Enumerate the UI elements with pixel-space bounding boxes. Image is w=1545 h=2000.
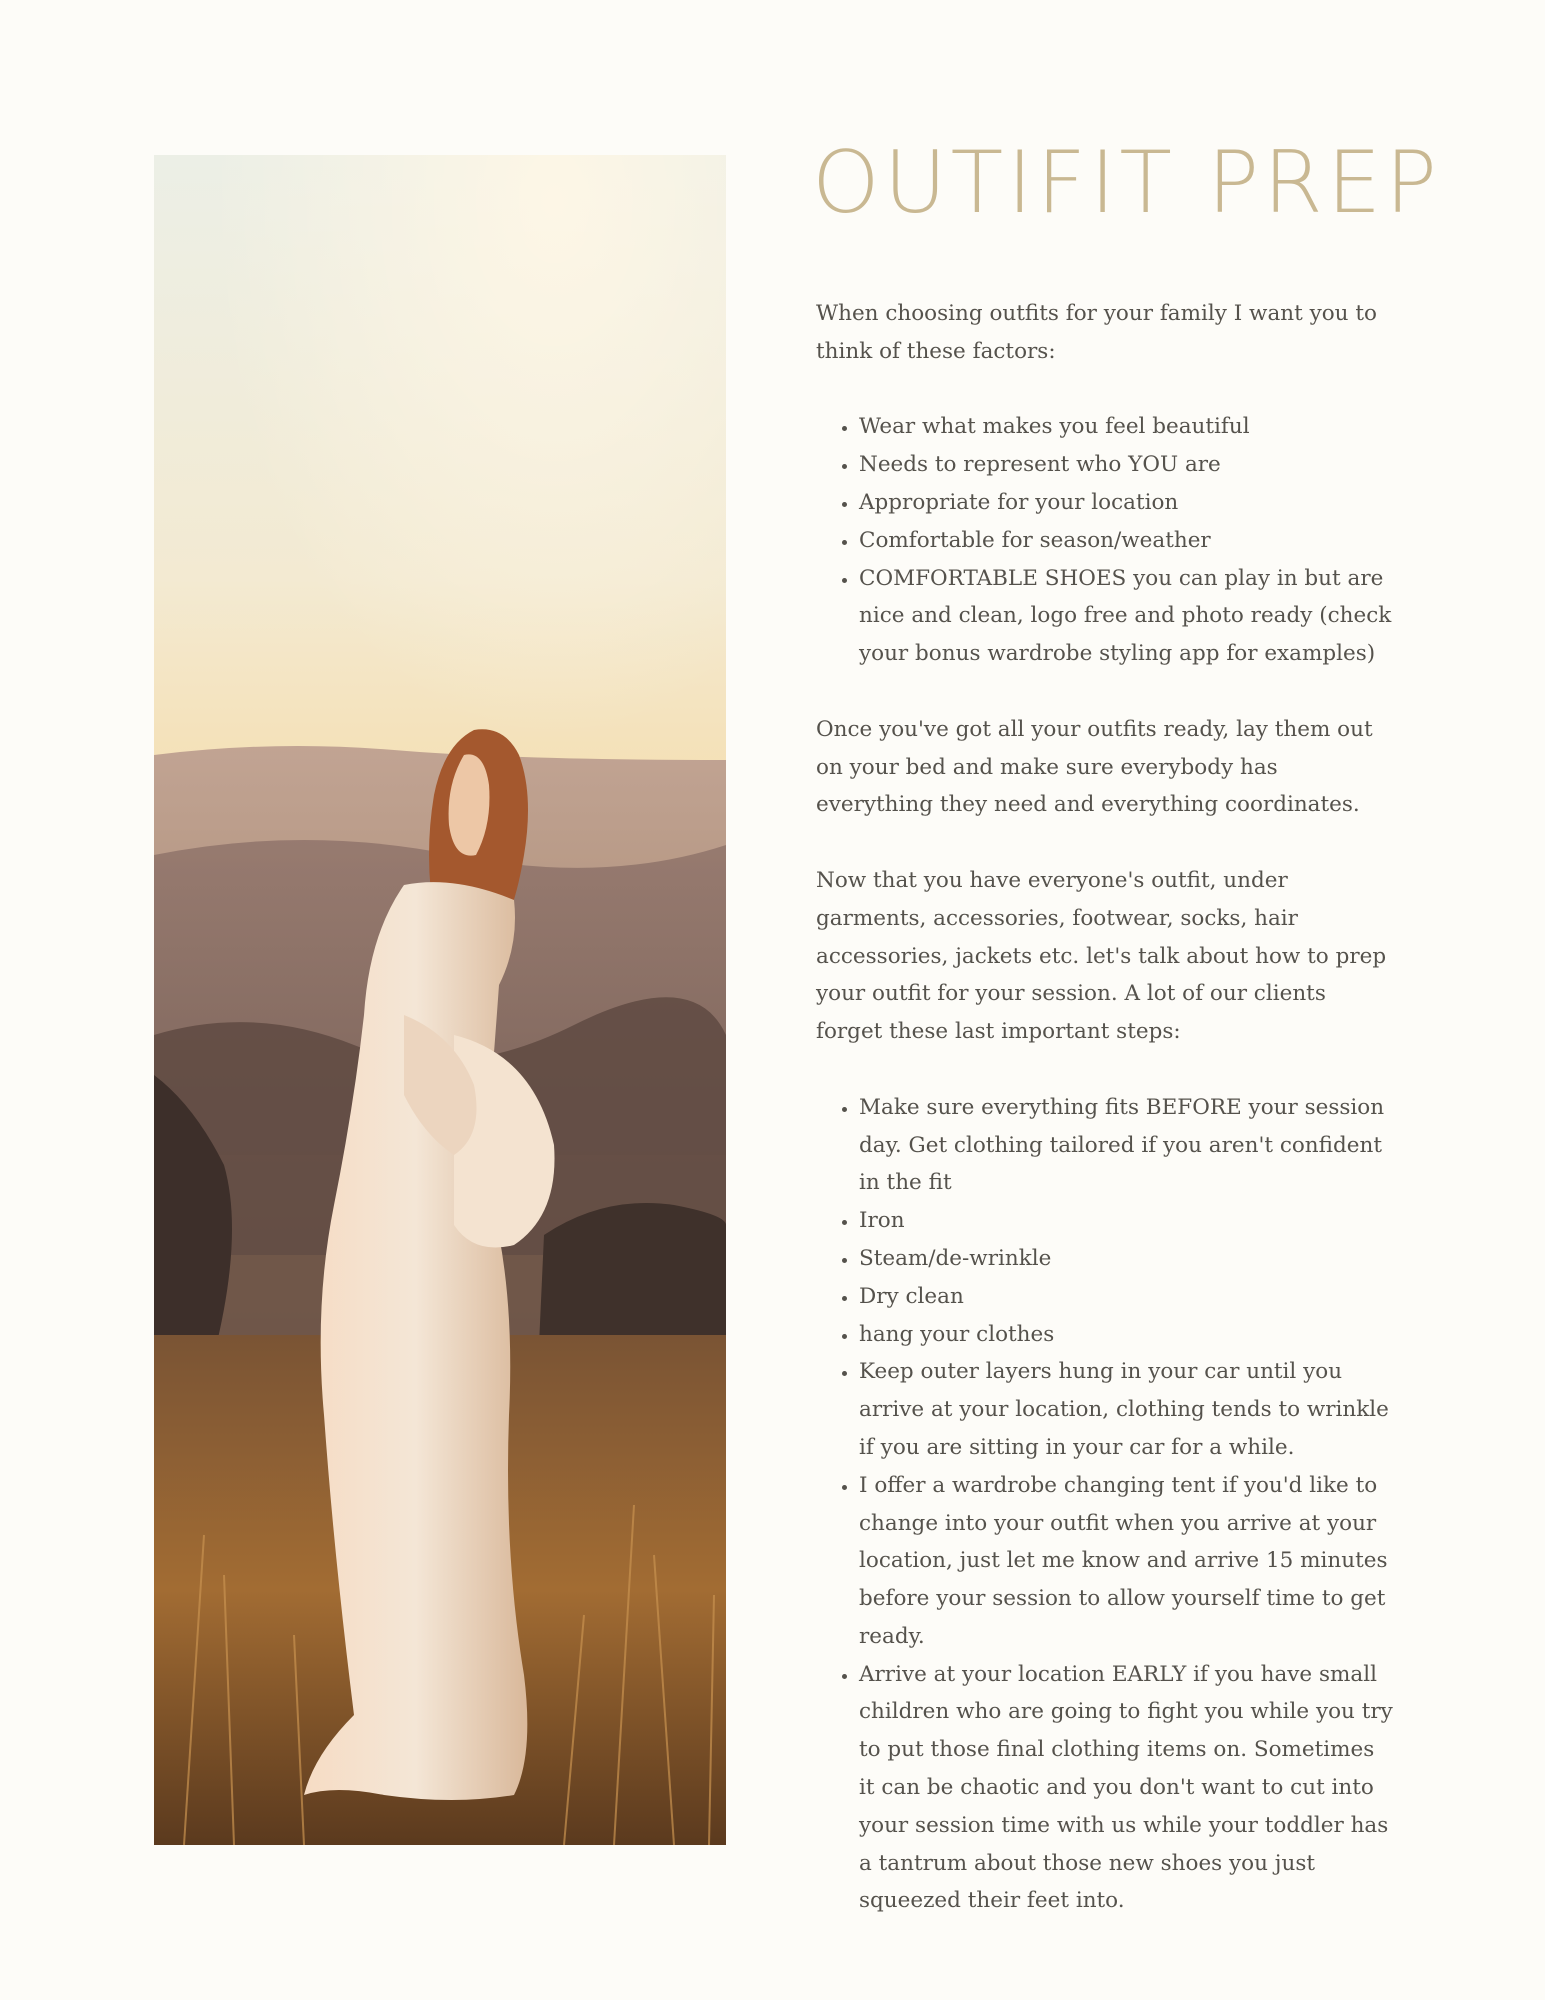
factors-list [816, 408, 1396, 673]
list-item: • Dry clean [859, 1278, 1396, 1316]
list-item: • I offer a wardrobe changing tent if you'd like to change into your outfit when you arrive at your location, just let me know and arrive 15 minutes before your session to allow yourself time to get ready. [859, 1467, 1396, 1656]
list-item: • Make sure everything fits BEFORE your session day. Get clothing tailored if you aren't confident in the fit [859, 1089, 1396, 1202]
page-title: OUTIFIT PREP [812, 133, 1442, 233]
list-item: • Comfortable for season/weather [859, 522, 1396, 560]
list-item: • Steam/de-wrinkle [859, 1240, 1396, 1278]
outfit-prep-content [816, 295, 1396, 1920]
list-item: • hang your clothes [859, 1316, 1396, 1354]
list-item: • Keep outer layers hung in your car until you arrive at your location, clothing tends to wrinkle if you are sitting in your car for a while. [859, 1353, 1396, 1466]
list-item: • COMFORTABLE SHOES you can play in but are nice and clean, logo free and photo ready (check your bonus wardrobe styling app for examples) [859, 560, 1396, 673]
prep-steps-list [816, 1089, 1396, 1921]
list-item: • Needs to represent who YOU are [859, 446, 1396, 484]
list-item: • Wear what makes you feel beautiful [859, 408, 1396, 446]
list-item: • Arrive at your location EARLY if you have small children who are going to fight you while you try to put those final clothing items on. Sometimes it can be chaotic and you don't want to cut into your session time with us while your toddler has a tantrum about those new shoes you just squeezed their feet into. [859, 1656, 1396, 1921]
outfits-ready-paragraph: Once you've got all your outfits ready, lay them out on your bed and make sure everybody has everything they need and everything coordinates. [816, 716, 1373, 818]
list-item: • Iron [859, 1202, 1396, 1240]
maternity-photo [154, 155, 726, 1845]
outfit-prep-paragraph: Now that you have everyone's outfit, under garments, accessories, footwear, socks, hair accessories, jackets etc. let's talk about how to prep your outfit for your session. A lot of our clients forget these last important steps: [816, 867, 1387, 1045]
intro-paragraph: When choosing outfits for your family I want you to think of these factors: [816, 301, 1377, 364]
list-item: • Appropriate for your location [859, 484, 1396, 522]
